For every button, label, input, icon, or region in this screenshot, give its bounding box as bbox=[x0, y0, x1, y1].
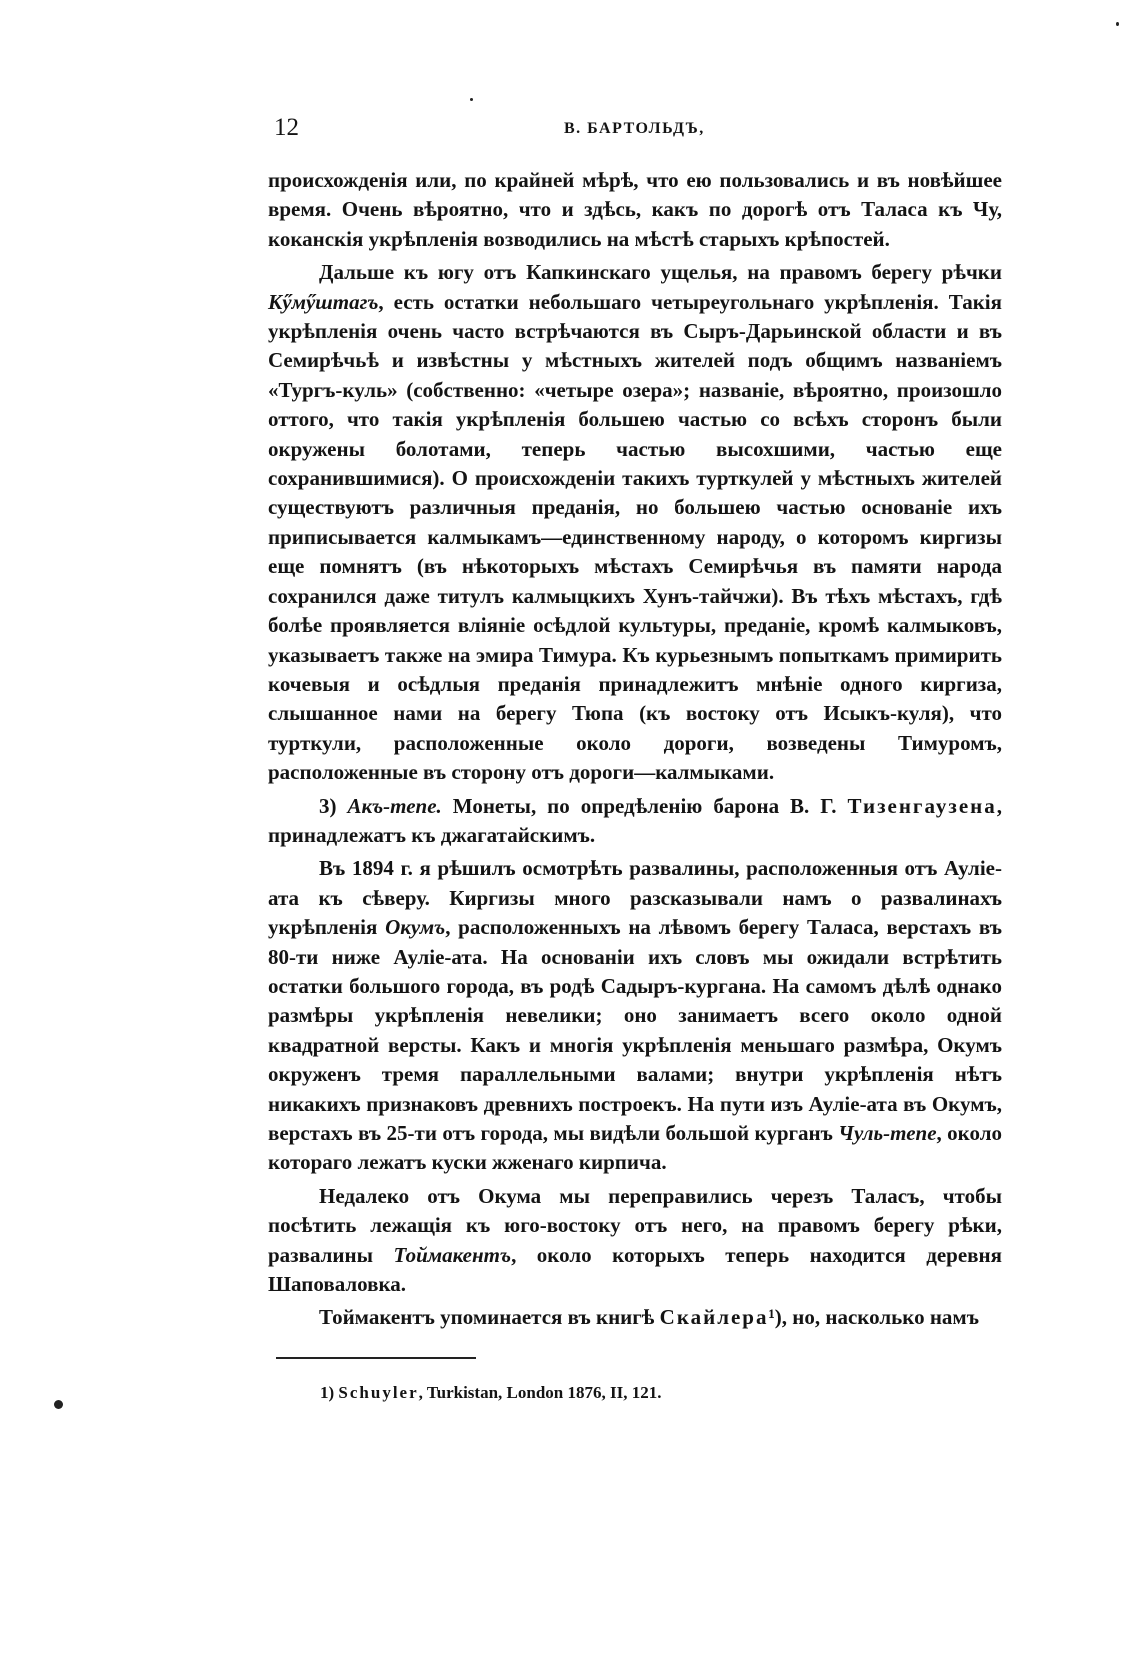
paragraph-4-text-a: Въ 1894 г. я рѣшилъ осмотрѣть развалины, расположенныя отъ Аулiе-ата къ сѣверу. Киргизы много разсказывали намъ о развалинахъ укрѣпленія bbox=[268, 856, 1002, 940]
paragraph-4-text-c: , расположенныхъ на лѣвомъ берегу Таласа, верстахъ въ 80-ти ниже Аулiе-ата. На основаніи ихъ словъ мы ожидали встрѣтить остатки большого города, въ родѣ Садыръ-кургана. На самомъ дѣлѣ однако размѣры укрѣпленія невелики; оно занимаетъ всего около одной квадратной версты. Какъ и многія укрѣпленія меньшаго размѣра, Окумъ окруженъ тремя параллельными валами; внутри укрѣпленія нѣтъ никакихъ признаковъ древнихъ построекъ. На пути изъ Аулiе-ата въ Окумъ, верстахъ въ 25-ти отъ города, мы видѣли большой курганъ bbox=[268, 915, 1002, 1145]
footnote-rule bbox=[276, 1357, 476, 1359]
paragraph-5-text-c: , около которыхъ теперь находится деревня Шаповаловка. bbox=[268, 1242, 1002, 1297]
paragraph-3-text-c: Монеты, по опредѣленію барона В. Г. bbox=[441, 793, 848, 818]
paragraph-1-text: происхожденія или, по крайней мѣрѣ, что ею пользовались и въ новѣйшее время. Очень вѣроятно, что и здѣсь, какъ по дорогѣ отъ Таласа къ Чу, коканскія укрѣпленія возводились на мѣстѣ старыхъ крѣпостей. bbox=[268, 168, 1002, 251]
page-number: 12 bbox=[274, 114, 299, 141]
footnote-author: Schuyler bbox=[338, 1383, 419, 1402]
footnote-citation: , Turkistan, London 1876, II, 121. bbox=[418, 1383, 662, 1402]
place-name-toimakent: Тоймакентъ bbox=[393, 1242, 512, 1267]
paragraph-2-text-a: Дальше къ югу отъ Капкинскаго ущелья, на правомъ берегу рѣчки bbox=[319, 260, 1002, 285]
running-head: В. БАРТОЛЬДЪ, bbox=[564, 120, 705, 137]
paragraph-2-text-c: , есть остатки небольшаго четыреугольнаго укрѣпленія. Такія укрѣпленія очень часто встрѣчаются въ Сыръ-Дарьинской области и въ Семирѣчьѣ и извѣстны у мѣстныхъ жителей подъ общимъ названіемъ «Тургъ-куль» (собственно: «четыре озера»; названіе, вѣроятно, произошло оттого, что такія укрѣпленія большею частью со всѣхъ сторонъ были окружены болотами, теперь частью высохшими, частью еще сохранившимися). О происхожденіи такихъ турткулей у мѣстныхъ жителей существуютъ различныя преданія, но большею частью основаніе ихъ приписывается калмыкамъ—единственному народу, о которомъ киргизы еще помнятъ (въ нѣкоторыхъ мѣстахъ Семирѣчья въ памяти народа сохранился даже титулъ калмыцкихъ Хунъ-тайчжи). Въ тѣхъ мѣстахъ, гдѣ болѣе проявляется вліяніе осѣдлой культуры, преданіе, кромѣ калмыковъ, указываетъ также на эмира Тимура. Къ курьезнымъ попыткамъ примирить кочевыя и осѣдлыя преданія принадлежитъ мнѣніе одного киргиза, слышанное нами на берегу Тюпа (къ востоку отъ Исыкъ-куля), что турткули, расположенные около дороги, возведены Тимуромъ, расположенные въ сторону отъ дороги—калмыками. bbox=[268, 289, 1002, 785]
paragraph-3 bbox=[268, 792, 1002, 851]
paragraph-5 bbox=[268, 1182, 1002, 1300]
paragraph-4 bbox=[268, 854, 1002, 1177]
place-name-ak-tepe: Акъ-тепе. bbox=[347, 793, 442, 818]
paragraph-3-text-e: , принадлежатъ къ джагатайскимъ. bbox=[268, 793, 1003, 847]
page-header bbox=[274, 114, 1002, 154]
ink-speck bbox=[1116, 22, 1119, 26]
paragraph-5-text-a: Недалеко отъ Окума мы переправились черезъ Таласъ, чтобы посѣтить лежащія къ юго-востоку отъ него, на правомъ берегу рѣки, развалины bbox=[268, 1183, 1002, 1267]
person-name-skailer: Скайлера bbox=[659, 1305, 769, 1330]
place-name-chul-tepe: Чуль-тепе bbox=[838, 1121, 937, 1145]
paragraph-4-text-e: , около котораго лежатъ куски жженаго кирпича. bbox=[268, 1121, 1002, 1175]
footnote-marker: 1) bbox=[320, 1383, 339, 1402]
paragraph-6 bbox=[268, 1303, 1002, 1332]
place-name-kumushtag: Кӳмӳштагъ bbox=[268, 289, 379, 314]
ink-speck bbox=[470, 98, 473, 101]
footnote bbox=[320, 1383, 1000, 1403]
section-number: 3) bbox=[319, 793, 348, 818]
body-text bbox=[268, 166, 1002, 1337]
ink-speck bbox=[54, 1400, 63, 1409]
paragraph-6-text-a: Тоймакентъ упоминается въ книгѣ bbox=[319, 1305, 660, 1330]
paragraph-1 bbox=[268, 166, 1002, 254]
paragraph-2 bbox=[268, 258, 1002, 787]
person-name-tizengauzen: Тизенгаузена bbox=[847, 793, 997, 818]
place-name-okum: Окумъ bbox=[385, 915, 446, 940]
paragraph-6-text-c: ¹), но, насколько намъ bbox=[768, 1305, 979, 1330]
